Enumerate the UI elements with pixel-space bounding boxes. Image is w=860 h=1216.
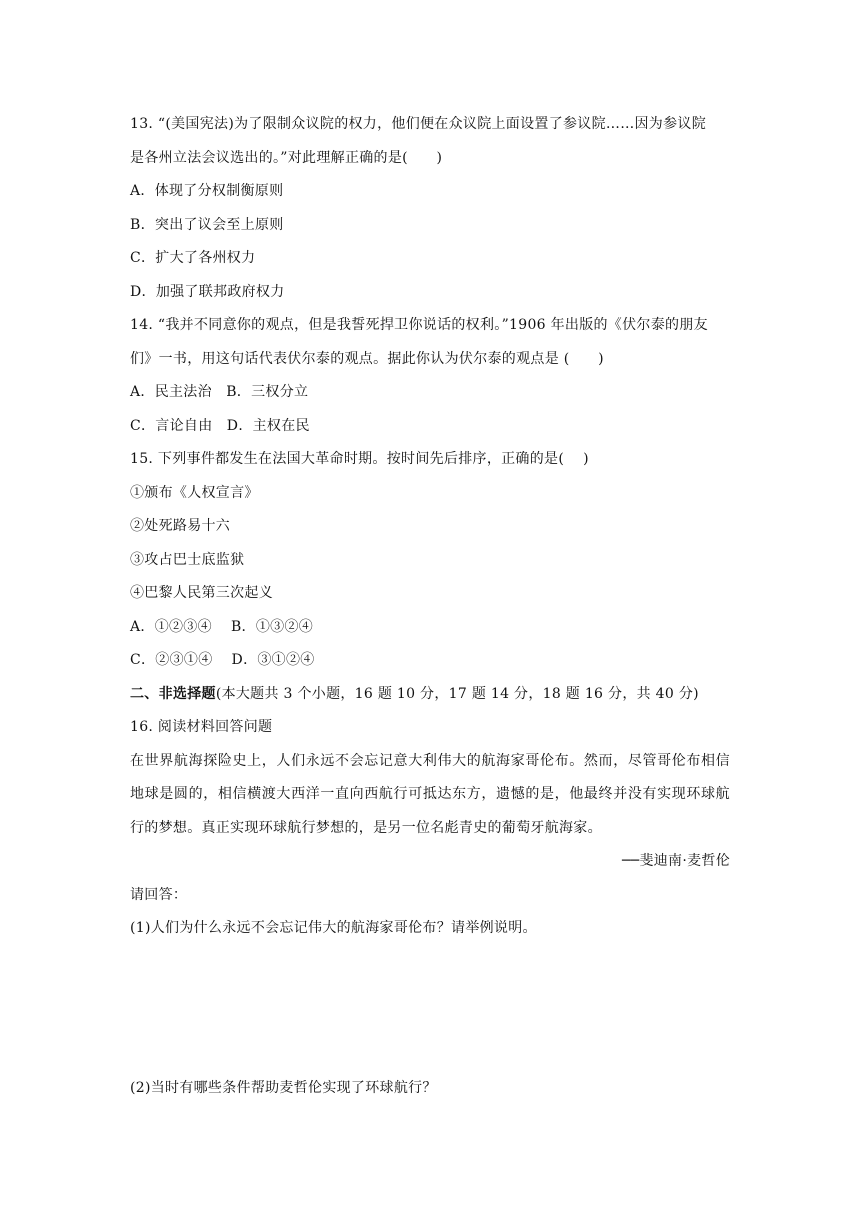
q16-sub2: (2)当时有哪些条件帮助麦哲伦实现了环球航行？ [130,1079,437,1096]
q16-material: 在世界航海探险史上，人们永远不会忘记意大利伟大的航海家哥伦布。然而，尽管哥伦布相信地球是圆的，相信横渡大西洋一直向西航行可抵达东方，遗憾的是，他最终并没有实现环球航行的梦想。真正实现环球航行梦想的，是另一位名彪青史的葡萄牙航海家。 [130,752,730,836]
section-heading [130,678,730,712]
q15-event-1: ①颁布《人权宣言》 [130,484,259,501]
q16-stem: 16. 阅读材料回答问题 [130,719,273,735]
q14-options-row2: C．言论自由 D．主权在民 [130,417,310,434]
q14-options-row1: A．民主法治 B．三权分立 [130,384,309,400]
q15-event-4: ④巴黎人民第三次起义 [130,585,273,601]
q13-stem-line1: 13. “(美国宪法)为了限制众议院的权力，他们便在众议院上面设置了参议院……因为参议院 [130,116,706,132]
q15-event-3: ③攻占巴士底监狱 [130,551,245,568]
q13-option-b: B．突出了议会至上原则 [130,216,284,233]
q13-option-d: D．加强了联邦政府权力 [130,283,285,300]
q15-options-row1: A．①②③④ B．①③②④ [130,618,314,635]
q13-option-c: C．扩大了各州权力 [130,250,256,266]
q13-option-a: A．体现了分权制衡原则 [130,183,284,199]
q13-stem-line2: 是各州立法会议选出的。”对此理解正确的是( ) [130,149,443,166]
q16-prompt: 请回答： [130,886,188,903]
q16-sub1: (1)人们为什么永远不会忘记伟大的航海家哥伦布？请举例说明。 [130,920,537,936]
q15-stem: 15. 下列事件都发生在法国大革命时期。按时间先后排序，正确的是( ) [130,451,589,467]
exam-page [130,108,730,1105]
q14-stem-line2: 们》一书，用这句话代表伏尔泰的观点。据此你认为伏尔泰的观点是 ( ) [130,350,604,367]
q14-stem-line1: 14. “我并不同意你的观点，但是我誓死捍卫你说话的权利。”1906 年出版的《伏尔泰的朋友 [130,317,708,333]
q16-source: ──斐迪南·麦哲伦 [621,853,730,869]
q15-event-2: ②处死路易十六 [130,518,231,534]
section-title-bold: 二、非选择题 [130,685,216,702]
section-title-rest: (本大题共 3 个小题，16 题 10 分，17 题 14 分，18 题 16 分，共 40 分) [215,685,699,702]
answer-space [130,946,730,1072]
q15-options-row2: C．②③①④ D．③①②④ [130,652,315,668]
